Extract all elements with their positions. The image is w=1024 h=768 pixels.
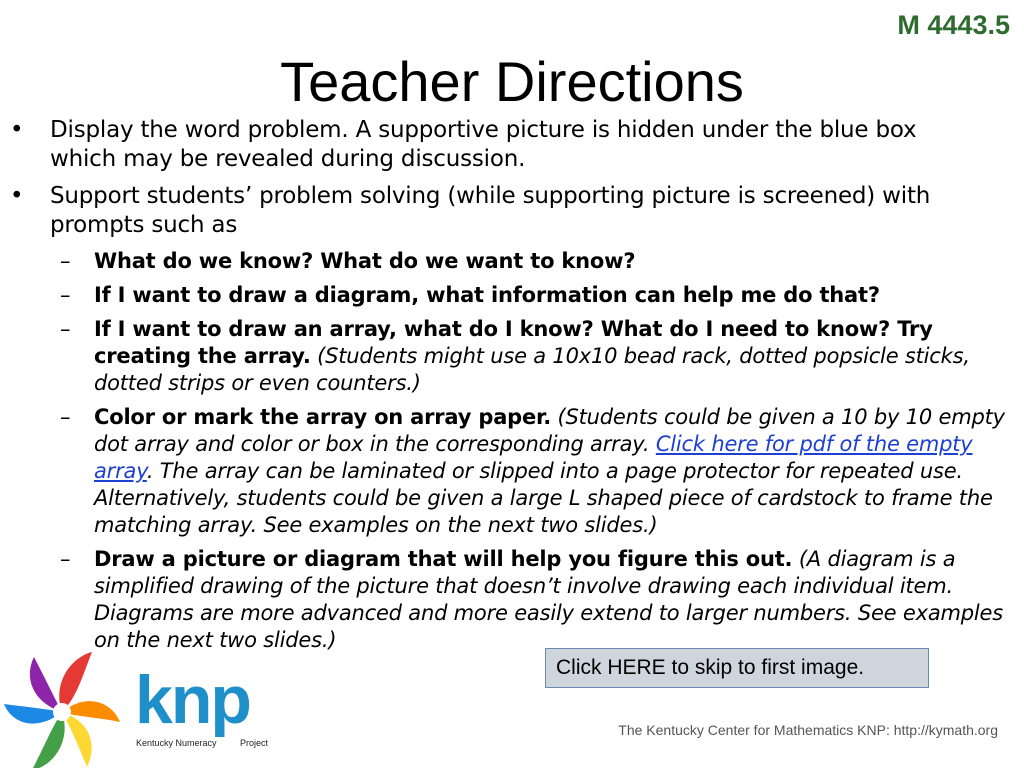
- empty-array-pdf-link[interactable]: Click here for pdf of the empty array: [94, 432, 973, 483]
- prompt-bold: Draw a picture or diagram that will help you figure this out.: [94, 547, 793, 571]
- knp-wordmark: knp: [135, 662, 250, 738]
- prompt-item: [0, 404, 1024, 539]
- prompt-bold: What do we know? What do we want to know?: [94, 249, 636, 273]
- dash-icon: –: [60, 249, 71, 273]
- dash-icon: –: [60, 547, 71, 571]
- slide-content: [0, 116, 1024, 661]
- bullet-icon: •: [10, 183, 24, 209]
- logo-subtitle-project: Project: [240, 738, 269, 748]
- slide-code: M 4443.5: [897, 10, 1010, 40]
- prompt-item: [0, 546, 1024, 654]
- prompt-item: [0, 316, 1024, 397]
- dash-icon: –: [60, 283, 71, 307]
- bullet-item: [0, 182, 1024, 240]
- bullet-icon: •: [10, 117, 24, 143]
- dash-icon: –: [60, 317, 71, 341]
- prompt-italic: (Students could be given a 10 by 10 empty dot array and color or box in the corresponding array.: [94, 405, 1005, 456]
- prompt-italic: (Students might use a 10x10 bead rack, dotted popsicle sticks, dotted strips or even counters.): [94, 344, 970, 395]
- slide-title: Teacher Directions: [280, 50, 744, 113]
- skip-to-first-image-button[interactable]: Click HERE to skip to first image.: [545, 648, 929, 688]
- prompt-bold: If I want to draw an array, what do I know? What do I need to know? Try creating the array.: [94, 317, 933, 368]
- dash-icon: –: [60, 405, 71, 429]
- bullet-text: Support students’ problem solving (while supporting picture is screened) with prompts such as: [50, 183, 931, 238]
- bullet-item: [0, 116, 1024, 174]
- logo-subtitle: Kentucky Numeracy: [136, 738, 217, 748]
- prompt-bold: If I want to draw a diagram, what information can help me do that?: [94, 283, 880, 307]
- prompt-bold: Color or mark the array on array paper.: [94, 405, 551, 429]
- prompt-italic: (A diagram is a simplified drawing of the picture that doesn’t involve drawing each individual item. Diagrams are more advanced and more easily extend to larger numbers. See examples on the next two slides.): [94, 547, 1003, 652]
- prompt-item: [0, 248, 1024, 275]
- footer-text: The Kentucky Center for Mathematics KNP: http://kymath.org: [618, 722, 998, 738]
- prompt-item: [0, 282, 1024, 309]
- prompt-italic-after: . The array can be laminated or slipped into a page protector for repeated use. Alternatively, students could be given a large L shaped piece of cardstock to frame the matching array. See examples on the next two slides.): [94, 459, 993, 537]
- bullet-text: Display the word problem. A supportive picture is hidden under the blue box which may be revealed during discussion.: [50, 117, 917, 172]
